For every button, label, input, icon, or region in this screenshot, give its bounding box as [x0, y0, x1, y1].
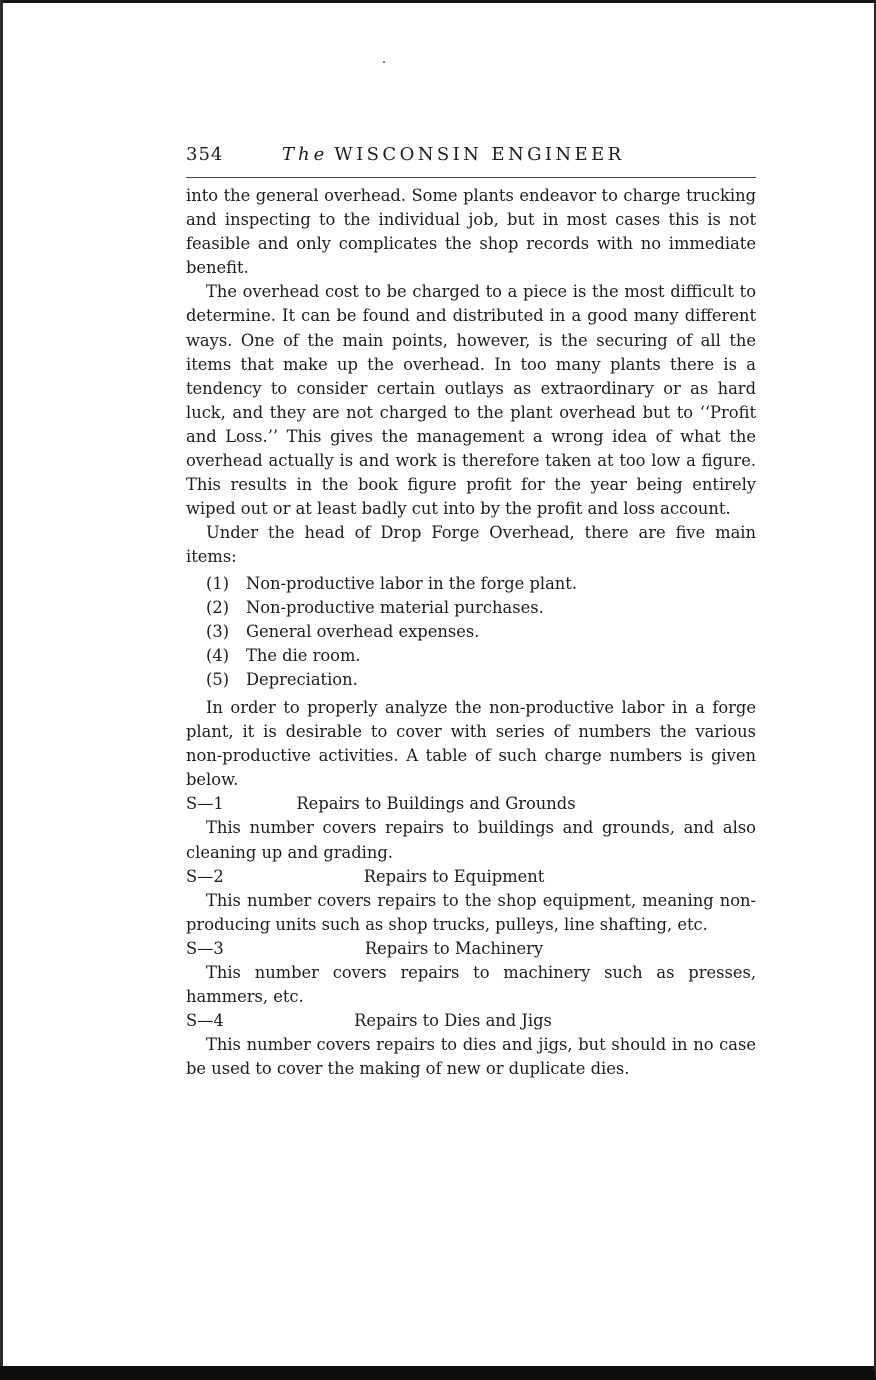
- page-number: 354: [186, 144, 224, 165]
- charge-title: Repairs to Equipment: [363, 866, 545, 886]
- charge-description: This number covers repairs to dies and jigs, but should in no case be used to cover the making of new or duplicate dies.: [186, 1035, 756, 1079]
- overhead-items-list: [206, 572, 756, 692]
- list-item: [206, 572, 756, 596]
- charge-code: S—4: [186, 1011, 224, 1031]
- list-item: [206, 668, 756, 692]
- list-item-text: Non-productive labor in the forge plant.: [246, 573, 578, 593]
- charge-description: This number covers repairs to the shop equipment, meaning non-producing units such as shop trucks, pulleys, line shafting, etc.: [186, 890, 756, 934]
- charge-title: Repairs to Dies and Jigs: [354, 1011, 552, 1031]
- list-item-number: (1): [206, 573, 230, 593]
- list-item-text: The die room.: [246, 645, 361, 665]
- list-item-number: (4): [206, 645, 230, 665]
- list-item-text: Depreciation.: [246, 669, 358, 689]
- list-item-number: (2): [206, 597, 230, 617]
- charge-code: S—3: [186, 938, 224, 958]
- list-item-number: (3): [206, 621, 230, 641]
- charge-title: Repairs to Machinery: [364, 938, 544, 958]
- paragraph-overhead-intro: into the general overhead. Some plants endeavor to charge trucking and inspecting to the individual job, but in most cases this is not feasible and only complicates the shop records with no immediate benefit.: [186, 186, 756, 278]
- charge-description: This number covers repairs to machinery such as presses, hammers, etc.: [186, 963, 756, 1007]
- list-item: [206, 644, 756, 668]
- paragraph-overhead-cost: The overhead cost to be charged to a piece is the most difficult to determine. It can be found and distributed in a good many different ways. One of the main points, however, is the securing of all the items that make up the overhead. In too many plants there is a tendency to consider certain outlays as extraordinary or as hard luck, and they are not charged to the plant overhead but to ‘‘Profit and Loss.’’ This gives the management a wrong idea of what the overhead actually is and work is therefore taken at too low a figure. This results in the book figure profit for the year being entirely wiped out or at least badly cut into by the profit and loss account.: [186, 282, 756, 519]
- journal-title: [282, 144, 625, 165]
- charge-heading-s1: [186, 792, 756, 816]
- running-header: [186, 144, 756, 168]
- charge-heading-s2: [186, 865, 756, 889]
- list-item: [206, 596, 756, 620]
- charge-description: This number covers repairs to buildings and grounds, and also cleaning up and grading.: [186, 818, 756, 862]
- page-left-edge: [0, 0, 3, 1366]
- article-body: [186, 184, 756, 1081]
- paragraph-charge-numbers: In order to properly analyze the non-productive labor in a forge plant, it is desirable to cover with series of numbers the various non-productive activities. A table of such charge numbers is given below.: [186, 697, 756, 790]
- list-item-number: (5): [206, 669, 230, 689]
- header-rule: [186, 177, 756, 178]
- list-item-text: General overhead expenses.: [246, 621, 480, 641]
- charge-title: Repairs to Buildings and Grounds: [296, 794, 576, 814]
- charge-heading-s3: [186, 937, 756, 961]
- journal-title-article: The: [282, 144, 329, 165]
- charge-code: S—2: [186, 866, 224, 886]
- charge-heading-s4: [186, 1009, 756, 1033]
- list-item-text: Non-productive material purchases.: [246, 597, 544, 617]
- charge-code: S—1: [186, 794, 224, 814]
- journal-title-name: WISCONSIN ENGINEER: [334, 144, 625, 165]
- list-item: [206, 620, 756, 644]
- scan-speck: [383, 61, 385, 63]
- paragraph-drop-forge-items: Under the head of Drop Forge Overhead, there are five main items:: [186, 523, 756, 567]
